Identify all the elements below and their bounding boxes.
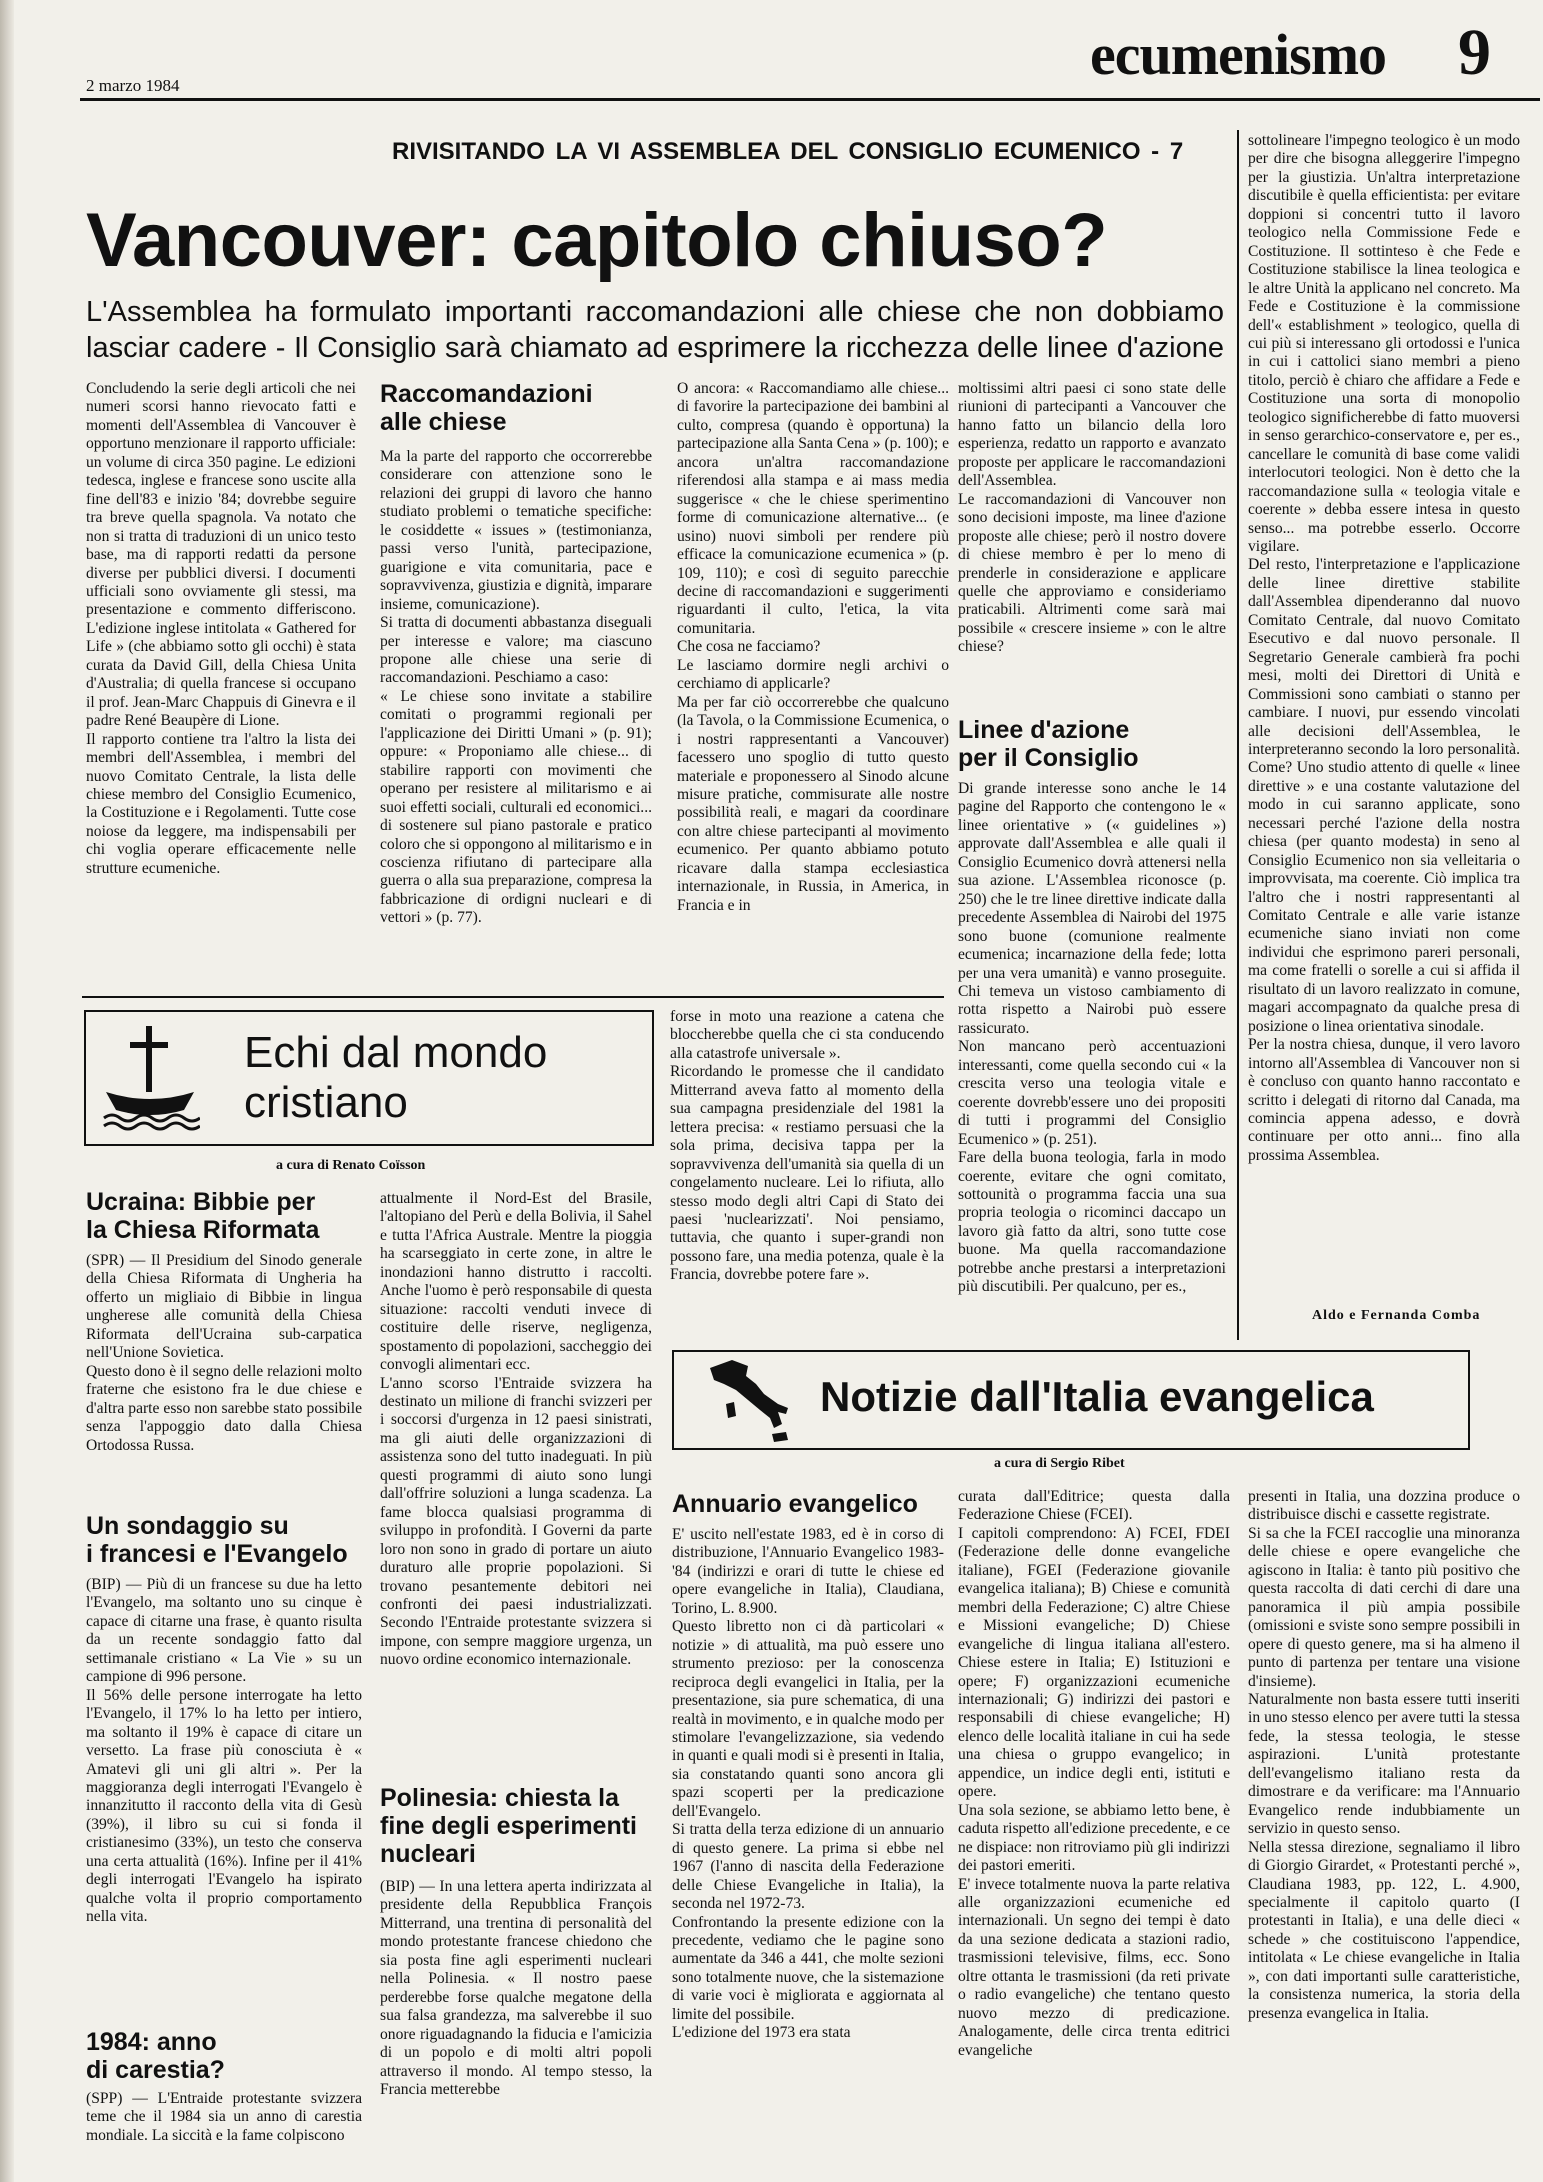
heading-annuario: Annuario evangelico [672, 1490, 918, 1518]
page-binding-shadow [0, 0, 14, 2182]
echi-banner [84, 1010, 654, 1146]
notizie-col-3: presenti in Italia, una dozzina produce o distribuisce dischi e cassette registrate. Si sa che la FCEI raccoglie una minoranza delle chiese e opere evangeliche che agiscono in Italia: è tanto più positivo che questa raccolta di dati cerchi di dare una panoramica il più ampia possibile (omissioni e sviste sono sempre possibili in opere di questo genere, ma si ha almeno il punto di partenza per tentare una visione d'insieme). Naturalmente non basta essere tutti inseriti in uno stesso elenco per avere tutti la stessa fede, la stessa teologia, le stesse aspirazioni. L'unità protestante dell'evangelismo italiano resta da dimostrare e da verificare: ma l'Annuario Evangelico rende indubbiamente un servizio in questo senso. Nella stessa direzione, segnaliamo il libro di Giorgio Girardet, « Protestanti perché », Claudiana 1983, pp. 122, L. 4.900, specialmente il capitolo quarto (I protestanti in Italia), e una delle dieci « schede » che costituiscono l'appendice, intitolata « Le chiese evangeliche in Italia », con dati importanti sulle caratteristiche, la consistenza numerica, la storia della presenza evangelica in Italia. [1248, 1488, 1520, 2022]
section-divider [82, 996, 944, 998]
main-subtitle: L'Assemblea ha formulato importanti raccomandazioni alle chiese che non dobbiamo lasciar cadere - Il Consiglio sarà chiamato ad esprimere la ricchezza delle linee d'azione [86, 296, 1224, 364]
echi-ucraina-text: (SPR) — Il Presidium del Sinodo generale della Chiesa Riformata di Ungheria ha offerto un migliaio di Bibbie in lingua ungherese alle comunità della Chiesa Riformata dell'Ucraina sub-carpatica nell'Unione Sovietica. Questo dono è il segno delle relazioni molto fraterne che esistono fra le due chiese e d'altra parte esso non sarebbe stato possibile senza l'appoggio dato dalla Chiesa Ortodossa Russa. [86, 1252, 362, 1454]
main-col-2: Ma la parte del rapporto che occorrerebbe considerare con attenzione sono le relazioni dei gruppi di lavoro che hanno studiato problemi o tematiche specifiche: le cosiddette « issues » (testimonianza, passi verso l'unità, partecipazione, guarigione e vita comunitaria, pace e sopravvivenza, giustizia e dignità, imparare insieme, comunicazione). Si tratta di documenti abbastanza diseguali per interesse e valore; ma ciascuno propone alle chiese una serie di raccomandazioni. Peschiamo a caso: « Le chiese sono invitate a stabilire comitati o programmi regionali per l'applicazione dei Diritti Umani » (p. 91); oppure: « Proponiamo alle chiese... di stabilire rapporti con movimenti che operano per resistere al militarismo e ai suoi effetti sociali, culturali ed economici... di sostenere sul piano pastorale e pratico coloro che si oppongono al militarismo e in coscienza rifiutano di partecipare alla guerra o alla sua preparazione, compresa la fabbricazione di ordigni nucleari e di vettori » (p. 77). [380, 448, 652, 927]
heading-sondaggio: Un sondaggio su i francesi e l'Evangelo [86, 1512, 348, 1568]
echi-polinesia-text: (BIP) — In una lettera aperta indirizzata al presidente della Repubblica François Mitterrand, una trentina di personalità del mondo protestante francese chiedono che sia posta fine agli esperimenti nucleari nella Polinesia. « Il nostro paese perderebbe forse qualche megatone della sua falsa grandezza, ma salverebbe il suo onore riguadagnando la fiducia e l'amicizia di un popolo e di molti altri popoli attraverso il mondo. Al tempo stesso, la Francia metterebbe [380, 1878, 652, 2098]
echi-curator: a cura di Renato Coïsson [276, 1158, 426, 1173]
main-col-3: O ancora: « Raccomandiamo alle chiese... di favorire la partecipazione dei bambini al culto, compresa (quando è opportuna) la partecipazione alla Santa Cena » (p. 100); e ancora un'altra raccomandazione riferendosi alla stampa e ai mass media suggerisce « che le chiese sperimentino forme di comunicazione alternative... (e usino) nuovi simboli per rendere più efficace la comunicazione ecumenica » (p. 109, 110); e così di seguito parecchie decine di raccomandazioni e suggerimenti riguardanti il culto, l'etica, la vita comunitaria. Che cosa ne facciamo? Le lasciamo dormire negli archivi o cerchiamo di applicarle? Ma per far ciò occorrerebbe che qualcuno (la Tavola, o la Commissione Ecumenica, o i nostri rappresentanti a Vancouver) facessero uno spoglio di tutto questo materiale e proponessero al Sinodo alcune misure pratiche, commisurate alle nostre possibilità reali, e magari da coordinare con altre chiese partecipanti al movimento ecumenico. Per quanto abbiamo potuto ricavare dalla stampa ecclesiastica internazionale, in Russia, in America, in Francia e in [677, 380, 949, 914]
notizie-banner [672, 1350, 1470, 1450]
notizie-col-2: curata dall'Editrice; questa dalla Federazione Chiese (FCEI). I capitoli comprendono: A) FCEI, FDEI (Federazione delle donne evangeliche italiane), FGEI (Federazione giovanile evangelica italiana); B) Chiese e comunità membri della Federazione; C) altre Chiese e Missioni evangeliche; D) Chiese evangeliche di lingua italiana all'estero. Chiese estere in Italia; E) Istituzioni e opere; F) organizzazioni ecumeniche internazionali; G) indirizzi dei pastori e responsabili di chiese evangeliche; H) elenco delle località italiane in cui ha sede una chiesa o gruppo evangelico; in appendice, un indice degli enti, istituti e opere. Una sola sezione, se abbiamo letto bene, è caduta rispetto all'edizione precedente, e ce ne dispiace: non ritroviamo più gli indirizzi dei pastori emeriti. E' invece totalmente nuova la parte relativa alle organizzazioni ecumeniche ed internazionali. Un segno dei tempi è dato da una sezione dedicata a stazioni radio, trasmissioni televisive, films, ecc. Sono oltre ottanta le trasmissioni (da reti private o radio evangeliche) che tentano questo nuovo mezzo di predicazione. Analogamente, delle circa trenta editrici evangeliche [958, 1488, 1230, 2059]
article-signature: Aldo e Fernanda Comba [1312, 1308, 1481, 1323]
main-col-4-bottom: Di grande interesse sono anche le 14 pagine del Rapporto che contengono le « linee orientative » (« guidelines ») approvate dall'Assemblea e alle quali il Consiglio Ecumenico dovrà attenersi nella sua azione. L'Assemblea riconosce (p. 250) che le tre linee direttive indicate dalla precedente Assemblea di Nairobi del 1975 sono buone (comunione realmente ecumenica; incarnazione della fede; lotta per una vera umanità) e vanno proseguite. Chi temeva un vistoso cambiamento di rotta rispetto a Nairobi può essere rassicurato. Non mancano però accentuazioni interessanti, come quella secondo cui « la crescita verso una teologia vitale e coerente dovrebb'essere uno dei propositi di tutti i programmi del Consiglio Ecumenico » (p. 251). Fare della buona teologia, farla in modo coerente, evitare che ogni comitato, sottounità o programma faccia una sua propria teologia o ricominci daccapo un lavoro già fatto da altri, sono tutte cose buone. Ma quella raccomandazione potrebbe anche prestarsi a interpretazioni più discutibili. Per qualcuno, per es., [958, 780, 1226, 1296]
notizie-curator: a cura di Sergio Ribet [994, 1456, 1125, 1471]
series-kicker: RIVISITANDO LA VI ASSEMBLEA DEL CONSIGLIO ECUMENICO - 7 [392, 138, 1184, 165]
heading-carestia: 1984: anno di carestia? [86, 2028, 225, 2084]
page-date: 2 marzo 1984 [86, 76, 180, 95]
echi-title: Echi dal mondo cristiano [244, 1028, 548, 1127]
notizie-col-1: E' uscito nell'estate 1983, ed è in corso di distribuzione, l'Annuario Evangelico 1983-'84 (indirizzi e orari di tutte le chiese ed opere evangeliche in Italia), Claudiana, Torino, L. 8.900. Questo libretto non ci dà particolari « notizie » di attualità, ma può essere uno strumento prezioso: per la conoscenza reciproca degli evangelici in Italia, per la presentazione, sia pure schematica, di una realtà in movimento, e in qualche modo per stimolare l'evangelizzazione, sia vedendo in quanti e quali modi si è presenti in Italia, sia constatando quanti sono ancora gli spazi scoperti per la predicazione dell'Evangelo. Si tratta della terza edizione di un annuario di questo genere. La prima si ebbe nel 1967 (l'anno di nascita della Federazione delle Chiese Evangeliche in Italia), la seconda nel 1972-73. Confrontando la presente edizione con la precedente, vediamo che le pagine sono aumentate da 346 a 441, che molte sezioni sono totalmente nuove, che la sistemazione di varie voci è migliorata e aggiornata al limite del possibile. L'edizione del 1973 era stata [672, 1526, 944, 2042]
italy-map-icon [702, 1354, 812, 1444]
notizie-title: Notizie dall'Italia evangelica [820, 1373, 1374, 1420]
heading-linee-azione: Linee d'azione per il Consiglio [958, 716, 1139, 772]
heading-raccomandazioni: Raccomandazioni alle chiese [380, 380, 593, 436]
page-number: 9 [1458, 16, 1491, 89]
section-title: ecumenismo [1090, 22, 1387, 87]
echi-sondaggio-text: (BIP) — Più di un francese su due ha letto l'Evangelo, ma soltanto uno su cinque è capace di citarne una frase, è quanto risulta da un recente sondaggio fatto dal settimanale cristiano « La Vie » su un campione di 996 persone. Il 56% delle persone interrogate ha letto l'Evangelo, il 17% lo ha letto per intiero, ma soltanto il 19% è capace di citare un versetto. La frase più conosciuta è « Amatevi gli uni gli altri ». Per la maggioranza degli interrogati l'Evangelo è innanzitutto il racconto della vita di Gesù (39%), il libro su cui si fonda il cristianesimo (33%), un testo che conserva una certa attualità (16%). Infine per il 41% degli interrogati l'Evangelo ha ispirato qualche volta il proprio comportamento nella vita. [86, 1576, 362, 1926]
main-headline: Vancouver: capitolo chiuso? [86, 198, 1108, 283]
main-col-4-top: moltissimi altri paesi ci sono state delle riunioni di partecipanti a Vancouver che hanno fatto un bilancio della loro esperienza, redatto un rapporto e avanzato proposte per applicare le raccomandazioni dell'Assemblea. Le raccomandazioni di Vancouver non sono decisioni imposte, ma linee d'azione proposte alle chiese; però il nostro dovere di chiese membro è per lo meno di prenderle in considerazione e applicare quelle che approviamo e consideriamo praticabili. Altrimenti come sarà mai possibile « crescere insieme » con le altre chiese? [958, 380, 1226, 656]
heading-ucraina: Ucraina: Bibbie per la Chiesa Riformata [86, 1188, 320, 1244]
main-col-5: sottolineare l'impegno teologico è un modo per dire che bisogna alleggerire l'impegno per la giustizia. Un'altra interpretazione discutibile è quella efficientista: per evitare doppioni si concentri tutto il lavoro teologico nella Commissione Fede e Costituzione. Il sottinteso è che Fede e Costituzione stabilisce la linea teologica e le altre Unità la applicano nel concreto. Ma Fede e Costituzione è la commissione dell'« establishment » teologico, quella di cui più si interessano gli ortodossi e l'unica in cui i cattolici siano membri a pieno titolo, perciò è chiaro che affidare a Fede e Costituzione una sorta di monopolio teologico significherebbe di fatto muoversi in senso gerarchico-conservatore e, per es., cancellare le comunità di base come validi interlocutori teologici. Non è detto che la raccomandazione sulla « teologia vitale e coerente » debba essere intesa in questo senso... ma potrebbe esserlo. Occorre vigilare. Del resto, l'interpretazione e l'applicazione delle linee direttive stabilite dall'Assemblea dipenderanno dal nuovo Comitato Centrale, dal nuovo Comitato Esecutivo e dal nuovo personale. Il Segretario Generale cambierà fra pochi mesi, molti dei Direttori di Unità e Commissioni sono cambiati o stanno per cambiare. I nuovi, pur essendo vincolati alle decisioni dell'Assemblea, le interpreteranno secondo la loro personalità. Come? Uno studio attento di quelle « linee direttive » e una costante valutazione del modo in cui saranno applicate, sono necessari perché l'azione della nostra chiesa (per quanto modesta) in seno al Consiglio Ecumenico non sia velleitaria o improvvisata, ma coerente. Ciò implica tra l'altro che i nostri rappresentanti al Comitato Centrale e alle varie istanze ecumeniche siano inviati non come individui che esprimono pareri personali, ma come fratelli o sorelle a cui si affida il risultato di un lavoro realizzato in comune, magari accompagnato da qualche presa di posizione o linea orientativa sinodale. Per la nostra chiesa, dunque, il vero lavoro intorno all'Assemblea di Vancouver non si è concluso con quanto hanno raccontato e scritto i delegati di ritorno dal Canada, ma comincia appena adesso, e dovrà continuare per otto anni... fino alla prossima Assemblea. [1248, 132, 1520, 1164]
header-rule [80, 98, 1540, 101]
column-rule-right [1237, 130, 1239, 1340]
main-col-1: Concludendo la serie degli articoli che nei numeri scorsi hanno rievocato fatti e momenti dell'Assemblea di Vancouver è opportuno menzionare il rapporto ufficiale: un volume di circa 350 pagine. Le edizioni tedesca, inglese e francese sono uscite alla fine dell'83 e inizio '84; dovrebbe seguire tra breve quella spagnola. Va notato che non si tratta di traduzioni di un unico testo base, ma di rapporti redatti da persone diverse per pubblici diversi. I documenti ufficiali sono ovviamente gli stessi, ma presentazione e commento differiscono. L'edizione inglese intitolata « Gathered for Life » (che abbiamo sotto gli occhi) è stata curata da David Gill, della Chiesa Unita d'Australia; di quella francese si occupano il prof. Jean-Marc Chappuis di Ginevra e il padre René Beaupère di Lione. Il rapporto contiene tra l'altro la lista dei membri dell'Assemblea, i membri del nuovo Comitato Centrale, la lista delle chiese membro del Consiglio Ecumenico, la Costituzione e i Regolamenti. Tutte cose noiose da leggere, ma indispensabili per chi voglia operare efficacemente nelle strutture ecumeniche. [86, 380, 356, 877]
cross-boat-icon [100, 1022, 200, 1132]
echi-col-2-text: attualmente il Nord-Est del Brasile, l'altopiano del Perù e della Bolivia, il Sahel e tutta l'Africa Australe. Mentre la pioggia ha scarseggiato in certe zone, in altre le inondazioni hanno distrutto i raccolti. Anche l'uomo è però responsabile di questa situazione: raccolti venduti invece di costituire delle riserve, negligenza, spostamento di popolazioni, saccheggio dei convogli alimentari ecc. L'anno scorso l'Entraide svizzera ha destinato un milione di franchi svizzeri per i soccorsi d'urgenza in 12 paesi sinistrati, ma gli aiuti delle organizzazioni di assistenza sono del tutto inadeguati. In più questi programmi di aiuto sono lungi dall'offrire soluzioni a lunga scadenza. La fame blocca qualsiasi programma di sviluppo in profondità. I Governi da parte loro non sono in grado di portare un aiuto duraturo alle proprie popolazioni. Si trovano pesantemente debitori nei confronti dei paesi industrializzati. Secondo l'Entraide protestante svizzera si impone, con sempre maggiore urgenza, un nuovo ordine economico internazionale. [380, 1190, 652, 1669]
heading-polinesia: Polinesia: chiesta la fine degli esperimenti nucleari [380, 1784, 638, 1868]
echi-carestia-text: (SPP) — L'Entraide protestante svizzera teme che il 1984 sia un anno di carestia mondiale. La siccità e la fame colpiscono [86, 2090, 362, 2144]
echi-col-3-text: forse in moto una reazione a catena che bloccherebbe quella che ci sta conducendo alla catastrofe universale ». Ricordando le promesse che il candidato Mitterrand aveva fatto al momento della sua campagna presidenziale del 1981 la lettera precisa: « restiamo persuasi che la sola prima, decisiva tappa per la sopravvivenza dell'umanità sia quella di un congelamento nucleare. Lei lo rifiuta, allo stesso modo degli altri Capi di Stato dei paesi 'nuclearizzati'. Noi pensiamo, tuttavia, che quanto i super-grandi non possono fare, una media potenza, quale è la Francia, dovrebbe potere fare ». [670, 1008, 944, 1284]
